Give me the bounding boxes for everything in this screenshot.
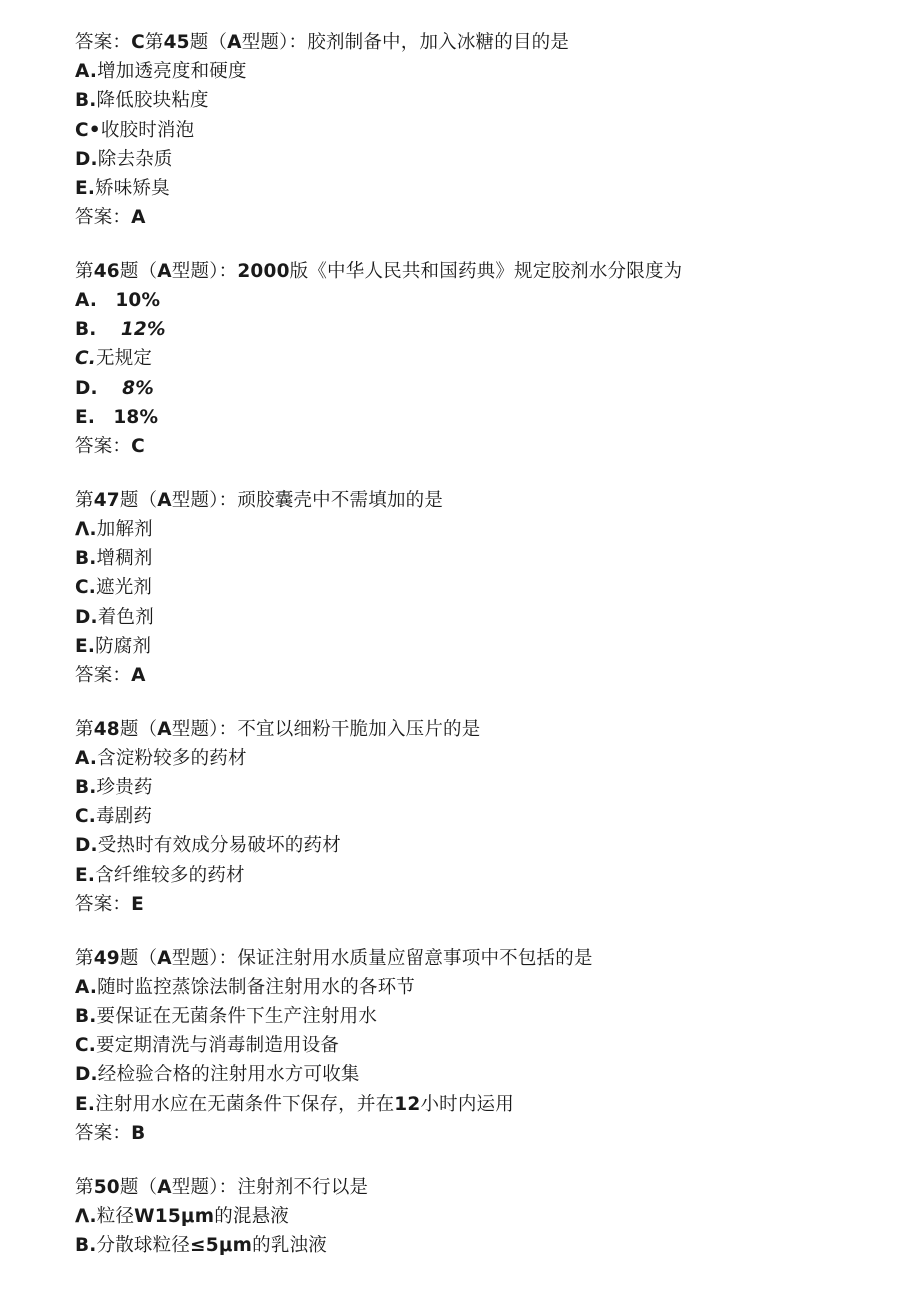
text-span: 12 [394,1093,421,1115]
text-span: 的混悬液 [214,1205,290,1227]
text-span: W15μm [134,1205,215,1227]
text-span: 题 [119,489,139,511]
option-b [75,773,895,802]
text-span: 的乳浊液 [252,1234,327,1256]
option-b [75,315,895,344]
text-span: C. [75,577,97,599]
text-span: 无规定 [96,348,153,370]
text-span: B [131,1122,146,1144]
text-span: 注射剂不行以是 [237,1176,369,1198]
text-span: 胶剂制备中，加入冰糖的目的是 [307,32,570,53]
text-span: 8% [122,377,154,399]
text-span: 加解剂 [96,519,153,540]
text-span: 保证注射用水质量应留意事项中不包括的是 [237,947,593,969]
text-span: 含淀粉较多的药材 [97,747,247,769]
text-span: 第 [75,947,94,969]
text-span: E. [75,406,96,428]
text-span: 增加透亮度和硬度 [97,61,247,83]
text-span: A [157,947,172,969]
text-span: 题 [119,947,139,969]
text-span: C. [75,348,97,370]
text-span: 第 [75,718,94,740]
option-d [75,145,895,174]
question-46-stem [75,257,895,286]
text-span: Λ. [75,519,97,540]
spacer [75,461,895,486]
text-span: 型题）： [241,32,308,53]
option-a [75,973,895,1002]
text-span: 收胶时消泡 [100,119,195,141]
text-span: 48 [93,718,120,740]
text-span: 降低胶块粘度 [96,90,209,112]
text-span: A. [75,290,98,312]
text-span: ≤5μm [190,1234,253,1256]
option-c [75,1031,895,1060]
text-span: 要定期清洗与消毒制造用设备 [96,1035,340,1057]
text-span: A [157,1176,172,1198]
text-span: A [157,489,172,511]
text-span: 型题）： [171,260,238,282]
text-span: 增稠剂 [96,548,153,570]
text-span: 答案： [75,436,132,458]
text-span: 遮光剂 [96,577,153,599]
text-span: A. [75,61,98,83]
text-span: C [131,32,145,53]
text-span: 题 [119,718,139,740]
text-span: C [131,436,145,458]
text-span: 答案： [75,893,132,915]
text-span: E. [75,864,96,886]
option-e [75,861,895,890]
text-span: 45 [163,32,190,53]
option-b [75,544,895,573]
text-span: 含纤维较多的药材 [95,864,245,886]
text-span: C• [75,119,101,141]
text-span: 不宜以细粉干脆加入压片的是 [237,718,481,740]
text-span: E. [75,177,96,199]
question-49-stem [75,944,895,973]
text-span: A [157,260,172,282]
option-e [75,1090,895,1119]
option-b [75,1002,895,1031]
text-span: 型题）： [171,1176,238,1198]
document-page [75,28,895,1260]
text-span: 12% [120,319,166,341]
spacer [75,690,895,715]
option-d [75,831,895,860]
text-span: 型题）： [171,489,238,511]
text-span: E [131,893,144,915]
text-span: 第 [144,32,164,53]
text-span: 着色剂 [97,606,154,628]
text-span: 47 [93,489,120,511]
option-b [75,1231,895,1260]
text-span: D. [75,835,98,857]
text-span: 防腐剂 [95,635,152,657]
text-span: （ [138,1176,158,1198]
text-span: 答案： [75,1122,132,1144]
text-span: 第 [75,260,94,282]
option-d [75,1060,895,1089]
option-d [75,374,895,403]
text-span: C. [75,806,97,828]
text-span: B. [75,1234,97,1256]
question-48-stem [75,715,895,744]
answer-line [75,432,895,461]
text-span: 珍贵药 [96,777,153,799]
option-e [75,632,895,661]
text-span: 分散球粒径 [96,1234,191,1256]
text-span: 2000 [237,260,290,282]
spacer [75,232,895,257]
text-span: （ [138,718,158,740]
text-span: 50 [93,1176,120,1198]
option-a [75,1202,895,1231]
option-a [75,744,895,773]
text-span: C. [75,1035,97,1057]
text-span: 粒径 [96,1205,135,1227]
text-span: 答案： [75,32,132,53]
text-span: 注射用水应在无菌条件下保存，并在 [95,1093,395,1115]
answer-line [75,1119,895,1148]
text-span: A [227,32,242,53]
text-span: B. [75,1006,97,1027]
answer-line [75,661,895,690]
text-span: 受热时有效成分易破坏的药材 [97,835,341,857]
text-span: B. [75,90,97,112]
text-span: 毒剧药 [96,806,153,828]
text-span: 第 [75,489,94,511]
answer-line [75,890,895,919]
text-span: 型题）： [171,718,238,740]
text-span: 46 [93,260,120,282]
text-span: B. [75,777,97,799]
text-span: E. [75,635,96,657]
text-span: D. [75,1064,98,1086]
text-span: 第 [75,1176,94,1198]
text-span: 经检验合格的注射用水方可收集 [97,1064,360,1086]
option-c [75,802,895,831]
text-span: 要保证在无菌条件下生产注射用水 [96,1006,378,1027]
option-a [75,515,895,544]
option-d [75,603,895,632]
text-span: 题 [189,32,209,53]
text-span: A [131,207,146,229]
text-span: （ [138,489,158,511]
text-span: 18% [113,406,159,428]
option-e [75,174,895,203]
option-c [75,116,895,145]
text-span: Λ. [75,1205,97,1227]
text-span: 矫味矫臭 [95,177,170,199]
question-47-stem [75,486,895,515]
option-c [75,573,895,602]
text-span: 型题）： [171,947,238,969]
text-span: （ [138,947,158,969]
text-span: 随时监控蒸馀法制备注射用水的各环节 [97,976,415,998]
text-span: D. [75,606,98,628]
option-a [75,57,895,86]
option-c [75,344,895,373]
question-50-stem [75,1173,895,1202]
text-span: E. [75,1093,96,1115]
text-span: A. [75,747,98,769]
text-span: A [131,664,146,686]
spacer [75,1148,895,1173]
text-span: 除去杂质 [97,148,173,170]
text-span: B. [75,319,97,341]
text-span: 题 [119,260,139,282]
option-e [75,403,895,432]
text-span: A. [75,976,98,998]
text-span: 版《中华人民共和国药典》规定胶剂水分限度为 [289,260,683,282]
text-span: （ [208,32,228,53]
text-span: B. [75,548,97,570]
spacer [75,919,895,944]
text-span: 顽胶囊壳中不需填加的是 [237,489,444,511]
text-span: （ [138,260,158,282]
text-span: 题 [119,1176,139,1198]
answer-line [75,203,895,232]
text-span: 10% [115,290,161,312]
text-span: D. [75,377,98,399]
question-45-stem [75,28,895,57]
text-span: D. [75,148,98,170]
text-span: 小时内运用 [420,1093,514,1115]
text-span: A [157,718,172,740]
text-span: 答案： [75,664,132,686]
option-b [75,86,895,115]
text-span: 答案： [75,207,132,229]
text-span: 49 [93,947,120,969]
option-a [75,286,895,315]
